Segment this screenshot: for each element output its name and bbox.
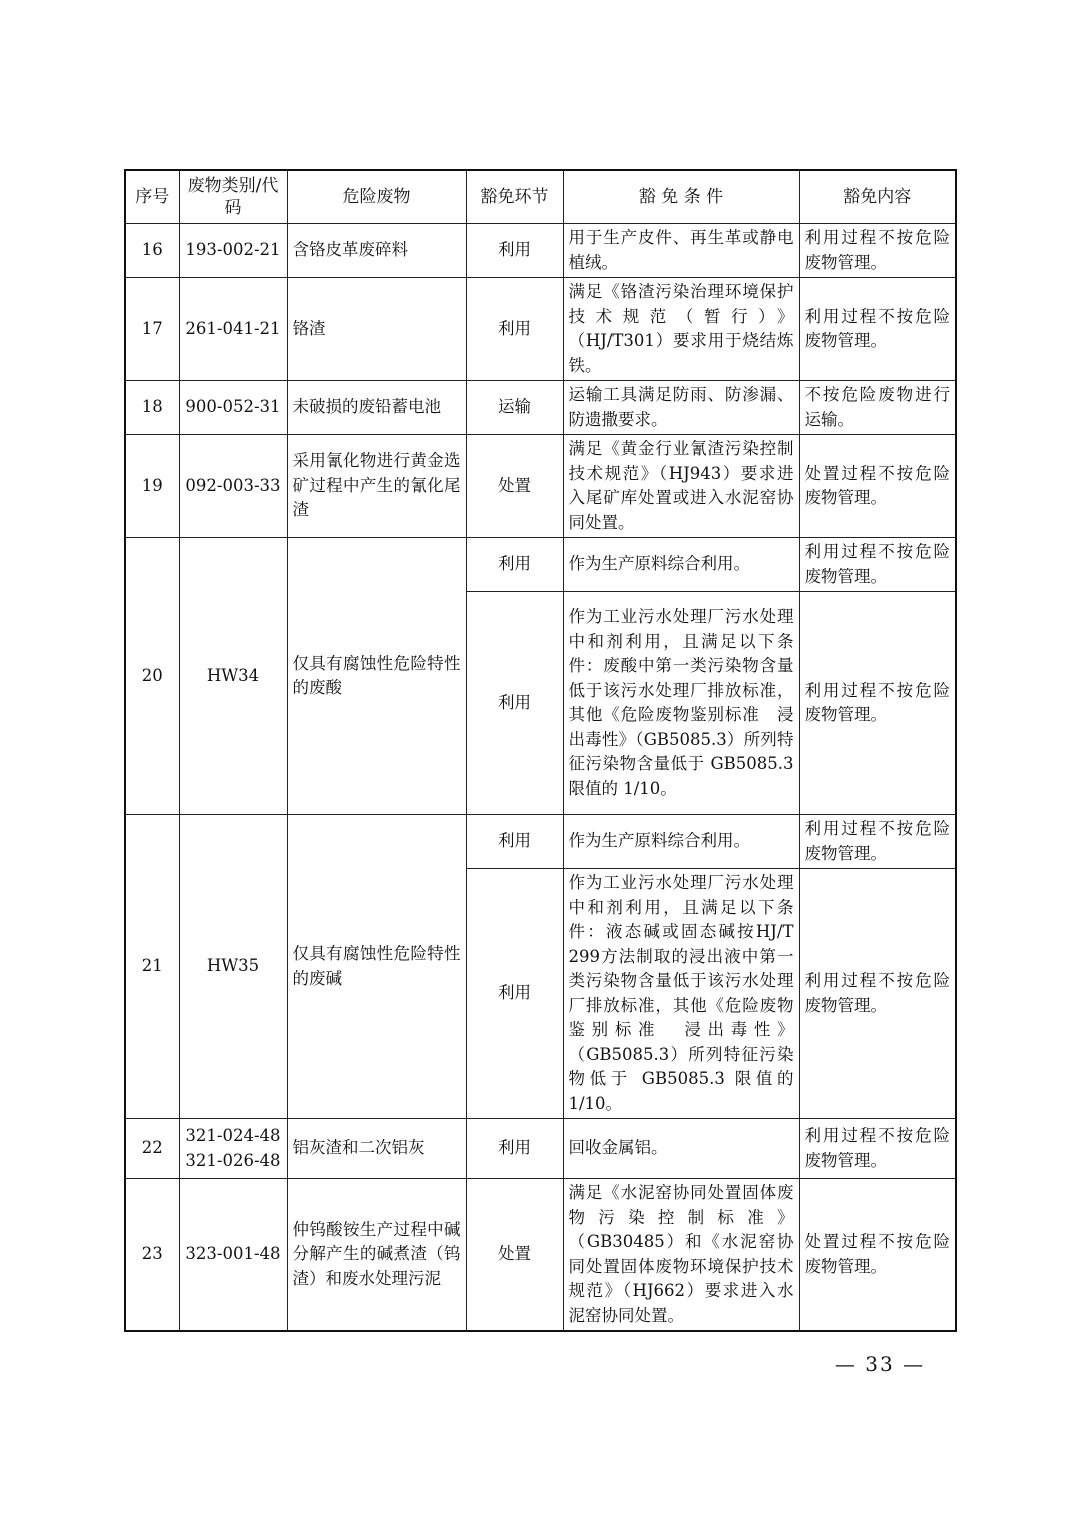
exemption-table	[124, 169, 957, 1332]
row-content: 不按危险废物进行运输。	[799, 381, 956, 435]
row-seq: 20	[125, 538, 179, 815]
row-seq: 19	[125, 435, 179, 538]
row-stage: 利用	[466, 224, 563, 278]
row-seq: 22	[125, 1119, 179, 1179]
row-waste: 铬渣	[287, 278, 466, 381]
row-content: 利用过程不按危险废物管理。	[799, 224, 956, 278]
row-content: 利用过程不按危险废物管理。	[799, 815, 956, 869]
row-condition: 满足《水泥窑协同处置固体废物污染控制标准》（GB30485）和《水泥窑协同处置固体废物环境保护技术规范》（HJ662）要求进入水泥窑协同处置。	[563, 1179, 799, 1332]
row-stage: 利用	[466, 592, 563, 815]
row-waste: 仅具有腐蚀性危险特性的废碱	[287, 815, 466, 1119]
row-waste: 仲钨酸铵生产过程中碱分解产生的碱煮渣（钨渣）和废水处理污泥	[287, 1179, 466, 1332]
row-code: 900-052-31	[179, 381, 287, 435]
row-content: 处置过程不按危险废物管理。	[799, 1179, 956, 1332]
row-waste: 铝灰渣和二次铝灰	[287, 1119, 466, 1179]
table-row	[125, 224, 956, 278]
row-stage: 处置	[466, 1179, 563, 1332]
table-row	[125, 435, 956, 538]
row-seq: 18	[125, 381, 179, 435]
row-content: 利用过程不按危险废物管理。	[799, 1119, 956, 1179]
row-waste: 未破损的废铅蓄电池	[287, 381, 466, 435]
row-condition: 运输工具满足防雨、防渗漏、防遗撒要求。	[563, 381, 799, 435]
page-number: — 33 —	[834, 1352, 926, 1376]
row-seq: 21	[125, 815, 179, 1119]
table-header-row	[125, 170, 956, 224]
row-waste: 采用氰化物进行黄金选矿过程中产生的氰化尾渣	[287, 435, 466, 538]
row-code-line: 321-024-48	[185, 1126, 281, 1145]
row-code: 323-001-48	[179, 1179, 287, 1332]
row-code: 193-002-21	[179, 224, 287, 278]
header-condition: 豁 免 条 件	[563, 170, 799, 224]
row-code	[179, 1119, 287, 1179]
row-stage: 利用	[466, 538, 563, 592]
row-stage: 利用	[466, 869, 563, 1119]
header-waste: 危险废物	[287, 170, 466, 224]
row-content: 利用过程不按危险废物管理。	[799, 278, 956, 381]
row-condition: 作为生产原料综合利用。	[563, 815, 799, 869]
table-row	[125, 1119, 956, 1179]
row-content: 处置过程不按危险废物管理。	[799, 435, 956, 538]
row-condition: 作为工业污水处理厂污水处理中和剂利用，且满足以下条件：废酸中第一类污染物含量低于该污水处理厂排放标准，其他《危险废物鉴别标准 浸出毒性》（GB5085.3）所列特征污染物含量低于 GB5085.3 限值的 1/10。	[563, 592, 799, 815]
header-content: 豁免内容	[799, 170, 956, 224]
row-content: 利用过程不按危险废物管理。	[799, 592, 956, 815]
row-seq: 16	[125, 224, 179, 278]
row-content: 利用过程不按危险废物管理。	[799, 869, 956, 1119]
table-row	[125, 1179, 956, 1332]
row-content: 利用过程不按危险废物管理。	[799, 538, 956, 592]
header-seq: 序号	[125, 170, 179, 224]
row-stage: 利用	[466, 278, 563, 381]
row-seq: 17	[125, 278, 179, 381]
table-row	[125, 538, 956, 592]
header-code: 废物类别/代码	[179, 170, 287, 224]
row-condition: 满足《黄金行业氰渣污染控制技术规范》（HJ943）要求进入尾矿库处置或进入水泥窑协同处置。	[563, 435, 799, 538]
row-code: HW34	[179, 538, 287, 815]
row-code: 261-041-21	[179, 278, 287, 381]
row-condition: 回收金属铝。	[563, 1119, 799, 1179]
row-condition: 作为生产原料综合利用。	[563, 538, 799, 592]
row-stage: 利用	[466, 1119, 563, 1179]
row-stage: 处置	[466, 435, 563, 538]
row-code: HW35	[179, 815, 287, 1119]
table-row	[125, 278, 956, 381]
row-seq: 23	[125, 1179, 179, 1332]
row-condition: 作为工业污水处理厂污水处理中和剂利用，且满足以下条件：液态碱或固态碱按HJ/T 299方法制取的浸出液中第一类污染物含量低于该污水处理厂排放标准，其他《危险废物鉴别标准 浸出毒性》（GB5085.3）所列特征污染物低于 GB5085.3 限值的 1/10。	[563, 869, 799, 1119]
header-stage: 豁免环节	[466, 170, 563, 224]
row-condition: 用于生产皮件、再生革或静电植绒。	[563, 224, 799, 278]
table-row	[125, 381, 956, 435]
row-waste: 仅具有腐蚀性危险特性的废酸	[287, 538, 466, 815]
row-waste: 含铬皮革废碎料	[287, 224, 466, 278]
row-condition: 满足《铬渣污染治理环境保护技术规范（暂行）》（HJ/T301）要求用于烧结炼铁。	[563, 278, 799, 381]
row-stage: 利用	[466, 815, 563, 869]
row-code: 092-003-33	[179, 435, 287, 538]
row-code-line: 321-026-48	[185, 1150, 281, 1170]
table-row	[125, 815, 956, 869]
row-stage: 运输	[466, 381, 563, 435]
